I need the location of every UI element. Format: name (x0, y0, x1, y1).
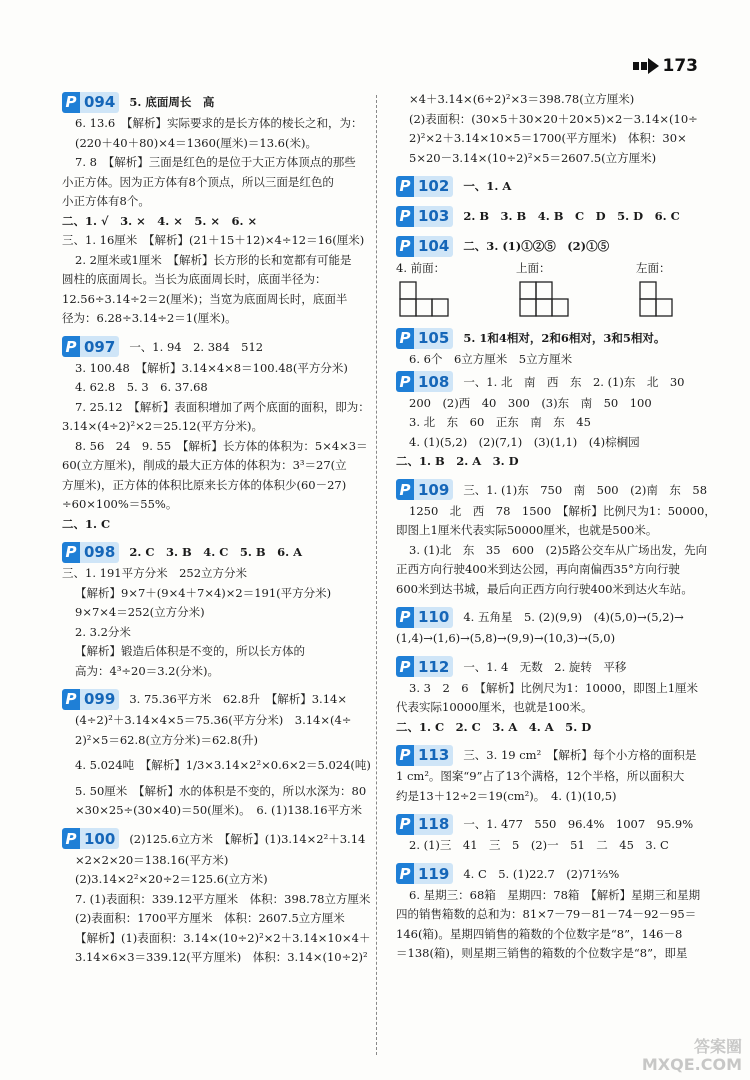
answer-line: 径为：6.28÷3.14÷2＝1(厘米)。 (62, 311, 237, 325)
answer-line: 4. 62.8 5. 3 6. 37.68 (75, 380, 208, 394)
answer-line: ×4＋3.14×(6÷2)²×3＝398.78(立方厘米) (409, 92, 635, 106)
answer-line: 5. 底面周长 高 (129, 95, 215, 109)
answer-line: 三、1. 16厘米 【解析】(21＋15＋12)×4÷12＝16(厘米) (62, 233, 365, 247)
answer-line: 1250 北 西 78 1500 【解析】比例尺为1：50000， (409, 503, 716, 518)
answer-line: 3. 100.48 【解析】3.14×4×8＝100.48(平方分米) (75, 360, 348, 375)
page-badge: P 100 (62, 828, 119, 849)
answer-line: 7. (1)表面积：339.12平方厘米 体积：398.78立方厘米 (75, 891, 371, 906)
answer-line: (2)3.14×2²×20÷2＝125.6(立方米) (75, 872, 268, 886)
section-p108 (396, 370, 696, 394)
answer-line: (2)表面积：1700平方厘米 体积：2607.5立方厘米 (75, 911, 345, 925)
answer-line: 6. 星期三：68箱 星期四：78箱 【解析】星期三和星期 (409, 887, 701, 902)
answer-line: 小正方体有8个。 (62, 194, 150, 208)
answer-line: (4÷2)²＋3.14×4×5＝75.36(平方分米) 3.14×(4÷ (75, 713, 352, 727)
answer-line: 三、3. 19 cm² 【解析】每个小方格的面积是 (463, 748, 697, 762)
answer-line: 二、1. √ 3. × 4. × 5. × 6. × (62, 213, 258, 228)
page-badge: P 103 (396, 206, 453, 227)
section-p099 (62, 687, 362, 711)
page-number-text: 173 (662, 56, 698, 76)
answer-line: 6. 6个 6立方厘米 5立方厘米 (409, 352, 573, 366)
answer-line: 正西方向行驶400米到达公园，再向南偏西35°方向行驶 (396, 562, 680, 576)
answer-line: 二、3. (1)①②⑤ (2)①⑤ (463, 239, 610, 253)
answer-line: 代表实际10000厘米，也就是100米。 (396, 700, 593, 714)
answer-line: 约是13＋12÷2＝19(cm²)。 4. (1)(10,5) (396, 788, 617, 803)
answer-line: 2. C 3. B 4. C 5. B 6. A (129, 545, 303, 559)
top-view-label: 上面： (516, 261, 551, 275)
answer-line: 2)²×2＋3.14×10×5＝1700(平方厘米) 体积：30× (409, 131, 687, 145)
answer-line: 圆柱的底面周长。当长为底面周长时，底面半径为： (62, 272, 327, 286)
answer-line: 146(箱)。星期四销售的箱数的个位数字是“8”，146－8 (396, 926, 683, 941)
answer-line: 4. (1)(5,2) (2)(7,1) (3)(1,1) (4)棕榈园 (409, 434, 640, 449)
answer-line: 方厘米)，正方体的体积比原来长方体的体积少(60－27) (62, 477, 347, 492)
page-badge: P 097 (62, 336, 119, 357)
section-p110 (396, 605, 696, 629)
front-view-figure (396, 280, 456, 320)
answer-line: 一、1. A (463, 179, 512, 193)
page-badge: P 112 (396, 656, 453, 677)
page-badge: P 119 (396, 863, 453, 884)
answer-line: 6. 13.6 【解析】实际要求的是长方体的棱长之和，为： (75, 116, 363, 130)
answer-line: 四的销售箱数的总和为：81×7－79－81－74－92－95＝ (396, 907, 697, 921)
answer-line: 12.56÷3.14÷2＝2(厘米)；当宽为底面周长时，底面半 (62, 291, 348, 306)
answer-line: 2. 2厘米或1厘米 【解析】长方形的长和宽都有可能是 (75, 252, 352, 267)
answer-line: 一、1. 94 2. 384 512 (129, 339, 264, 354)
answer-line: (2)125.6立方米 【解析】(1)3.14×2²＋3.14 (129, 831, 366, 846)
page-badge: P 098 (62, 542, 119, 563)
answer-line: 【解析】(1)表面积：3.14×(10÷2)²×2＋3.14×10×4＋ (75, 930, 371, 945)
answer-line: 三、1. 191平方分米 252立方分米 (62, 566, 248, 580)
answer-line: 4. 五角星 5. (2)(9,9) (4)(5,0)→(5,2)→ (463, 610, 684, 624)
answer-line: 200 (2)西 40 300 (3)东 南 50 100 (409, 395, 652, 410)
answer-line: (220＋40＋80)×4＝1360(厘米)＝13.6(米)。 (75, 135, 317, 150)
answer-line: 2. (1)三 41 三 5 (2)一 51 二 45 3. C (409, 838, 669, 852)
top-view-figure (516, 280, 576, 320)
watermark (642, 1038, 742, 1074)
answer-line: ×30×25÷(30×40)＝50(厘米)。 6. (1)138.16平方米 (75, 803, 363, 817)
answer-line: 4. 5.024吨 【解析】1/3×3.14×2²×0.6×2＝5.024(吨) (75, 758, 371, 772)
watermark-line: MXQE.COM (641, 1055, 742, 1074)
answer-line: 2)²×5＝62.8(立方分米)＝62.8(升) (75, 732, 259, 747)
answer-line: 一、1. 4 无数 2. 旋转 平移 (463, 659, 627, 674)
page-badge: P 102 (396, 176, 453, 197)
arrow-right-icon (633, 58, 659, 74)
page-badge: P 118 (396, 814, 453, 835)
watermark-line: 答案圈 (693, 1037, 742, 1056)
answer-line: 3. (1)北 东 35 600 (2)5路公交车从广场出发，先向 (409, 542, 708, 557)
left-column (62, 90, 371, 968)
answer-line: 二、1. C 2. C 3. A 4. A 5. D (396, 719, 592, 734)
answer-line: (1,4)→(1,6)→(5,8)→(9,9)→(10,3)→(5,0) (396, 631, 616, 645)
section-p119 (396, 862, 696, 886)
front-view (396, 260, 456, 320)
answer-line: 2. 3.2分米 (75, 624, 131, 639)
page-badge: P 109 (396, 479, 453, 500)
answer-line: 8. 56 24 9. 55 【解析】长方体的体积为：5×4×3＝ (75, 438, 368, 453)
answer-line: 5. 1和4相对，2和6相对，3和5相对。 (463, 331, 666, 345)
answer-line: 【解析】9×7＋(9×4＋7×4)×2＝191(平方分米) (75, 585, 332, 600)
section-p103 (396, 204, 696, 228)
answer-line: 小正方体。因为正方体有8个顶点，所以三面是红色的 (62, 174, 334, 189)
section-p094 (62, 90, 362, 114)
page-badge: P 110 (396, 607, 453, 628)
page-badge: P 099 (62, 689, 119, 710)
section-p112 (396, 655, 696, 679)
answer-line: 即图上1厘米代表实际50000厘米，也就是500米。 (396, 523, 658, 537)
answer-line: (2)表面积：(30×5＋30×20＋20×5)×2－3.14×(10÷ (409, 111, 698, 126)
answer-line: ÷60×100%＝55%。 (62, 497, 178, 511)
section-p105 (396, 326, 696, 350)
answer-line: 2. B 3. B 4. B C D 5. D 6. C (463, 209, 680, 223)
section-p104 (396, 234, 696, 258)
answer-line: ×2×2×20＝138.16(平方米) (75, 852, 229, 867)
page-badge: P 094 (62, 92, 119, 113)
answer-line: 600米到达书城，最后向正西方向行驶400米到达火车站。 (396, 581, 693, 596)
answer-line: 3.14×6×3＝339.12(平方厘米) 体积：3.14×(10÷2)² (75, 950, 368, 964)
answer-line: 一、1. 477 550 96.4% 1007 95.9% (463, 817, 694, 831)
section-p113 (396, 743, 696, 767)
section-p109 (396, 478, 708, 502)
page-badge: P 104 (396, 236, 453, 257)
answer-line: 60(立方厘米)，削成的最大正方体的体积为：3³＝27(立 (62, 458, 347, 472)
answer-line: 1 cm²。图案“9”占了13个满格，12个半格，所以面积大 (396, 769, 685, 783)
answer-line: 【解析】锻造后体积是不变的，所以长方体的 (75, 644, 305, 658)
answer-line: 一、1. 北 南 西 东 2. (1)东 北 30 (463, 374, 685, 389)
page-badge: P 108 (396, 371, 453, 392)
three-views (396, 260, 696, 320)
left-view-label: 左面： (636, 261, 671, 275)
column-divider (376, 95, 377, 1055)
section-p102 (396, 174, 696, 198)
answer-line: 5. 50厘米 【解析】水的体积是不变的，所以水深为：80 (75, 783, 367, 798)
section-p097 (62, 335, 362, 359)
top-view (516, 260, 576, 320)
left-view (636, 260, 686, 320)
answer-line: 3. 3 2 6 【解析】比例尺为1：10000，即图上1厘米 (409, 680, 699, 695)
answer-line: 5×20－3.14×(10÷2)²×5＝2607.5(立方厘米) (409, 150, 657, 165)
section-p118 (396, 812, 696, 836)
section-p098 (62, 540, 362, 564)
answer-line: 二、1. C (62, 516, 111, 531)
answer-line: 3. 北 东 60 正东 南 东 45 (409, 415, 591, 429)
answer-line: 三、1. (1)东 750 南 500 (2)南 东 58 (463, 482, 708, 497)
page-badge: P 105 (396, 328, 453, 349)
page-badge: P 113 (396, 745, 453, 766)
answer-line: 7. 8 【解析】三面是红色的是位于大正方体顶点的那些 (75, 155, 356, 169)
front-view-label: 4. 前面： (396, 261, 446, 275)
left-view-figure (636, 280, 686, 320)
answer-line: ＝138(箱)，则星期三销售的箱数的个位数字是“8”，即星 (396, 946, 688, 960)
section-p100 (62, 827, 366, 851)
answer-line: 4. C 5. (1)22.7 (2)71⅔% (463, 866, 620, 881)
answer-line: 二、1. B 2. A 3. D (396, 454, 519, 468)
answer-line: 3.14×(4÷2)²×2＝25.12(平方分米)。 (62, 419, 263, 433)
answer-line: 9×7×4＝252(立方分米) (75, 605, 205, 619)
answer-line: 3. 75.36平方米 62.8升 【解析】3.14× (129, 692, 347, 706)
page-number (633, 56, 699, 76)
answer-line: 高为：4³÷20＝3.2(分米)。 (75, 663, 219, 678)
answer-line: 7. 25.12 【解析】表面积增加了两个底面的面积，即为： (75, 399, 370, 414)
right-column (396, 90, 716, 964)
